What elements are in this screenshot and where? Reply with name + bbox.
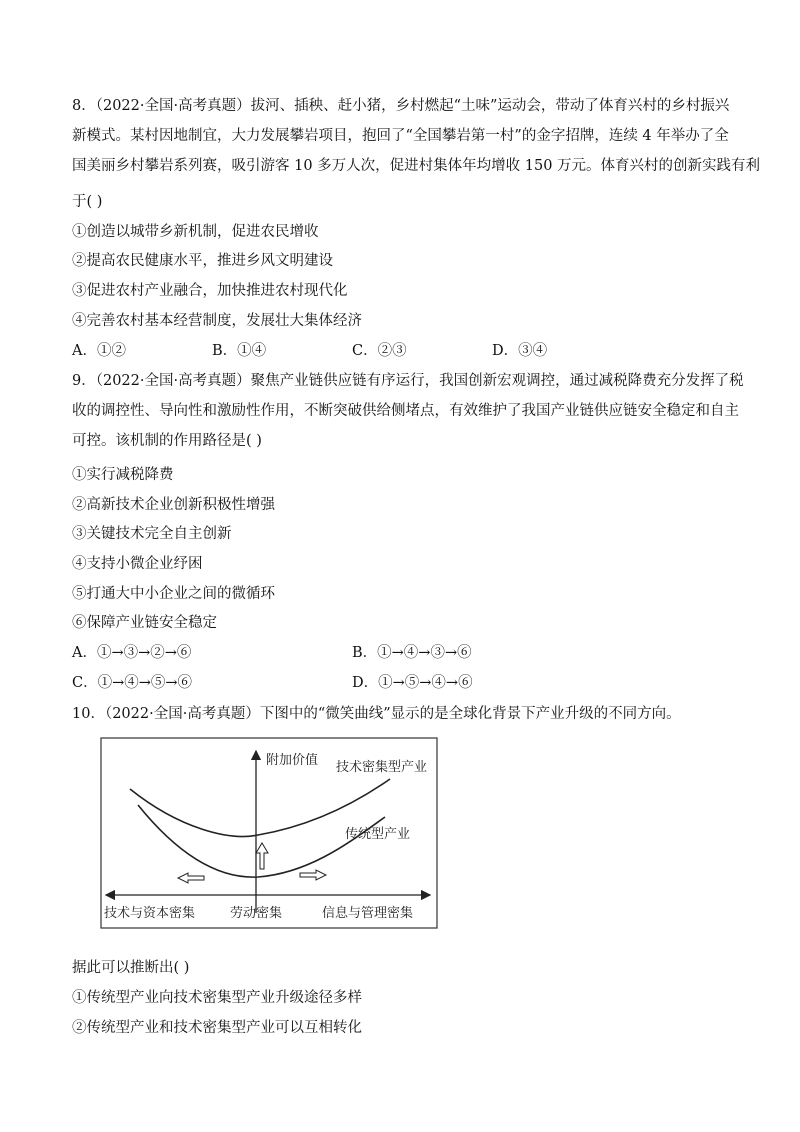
q8-statement-1: ①创造以城带乡新机制，促进农民增收 [72, 224, 319, 240]
q9-statement-1: ①实行减税降费 [72, 467, 174, 483]
smile-curve-svg [100, 737, 438, 929]
q9-stem-line-3: 可控。该机制的作用路径是( ) [72, 433, 262, 449]
q8-statement-4: ④完善农村基本经营制度，发展壮大集体经济 [72, 313, 362, 329]
q9-option-c[interactable]: C．①→④→⑤→⑥ [72, 675, 193, 691]
q8-option-c[interactable]: C．②③ [352, 343, 407, 359]
lower-curve-label: 传统型产业 [345, 827, 411, 842]
q10-stem-line-1: 10．（2022·全国·高考真题）下图中的“微笑曲线”显示的是全球化背景下产业升级的不同方向。 [72, 706, 681, 722]
q10-statement-1: ①传统型产业向技术密集型产业升级途径多样 [72, 990, 362, 1006]
q9-stem-line-2: 收的调控性、导向性和激励性作用，不断突破供给侧堵点，有效维护了我国产业链供应链安全稳定和自主 [72, 403, 739, 419]
x-left-label: 技术与资本密集 [104, 906, 196, 921]
q8-stem-line-2: 新模式。某村因地制宜，大力发展攀岩项目，抱回了“全国攀岩第一村”的金字招牌，连续 4 年举办了全 [72, 128, 729, 144]
q8-option-d[interactable]: D．③④ [492, 343, 548, 359]
y-axis-label: 附加价值 [266, 753, 319, 768]
q9-stem-line-1: 9．（2022·全国·高考真题）聚焦产业链供应链有序运行，我国创新宏观调控，通过减税降费充分发挥了税 [72, 373, 744, 389]
q9-option-b[interactable]: B．①→④→③→⑥ [352, 645, 472, 661]
q8-stem-line-4: 于( ) [72, 194, 103, 210]
q9-option-a[interactable]: A．①→③→②→⑥ [72, 645, 192, 661]
q8-option-b[interactable]: B．①④ [212, 343, 267, 359]
q8-stem-line-1: 8．（2022·全国·高考真题）拔河、插秧、赶小猪，乡村燃起“土味”运动会，带动了体育兴村的乡村振兴 [72, 98, 730, 114]
upper-curve-label: 技术密集型产业 [336, 760, 428, 775]
q9-statement-6: ⑥保障产业链安全稳定 [72, 615, 217, 631]
q9-statement-5: ⑤打通大中小企业之间的微循环 [72, 586, 275, 602]
q8-statement-2: ②提高农民健康水平，推进乡风文明建设 [72, 253, 333, 269]
q8-statement-3: ③促进农村产业融合，加快推进农村现代化 [72, 283, 348, 299]
q10-after-line-1: 据此可以推断出( ) [72, 960, 190, 976]
smile-curve-figure [100, 737, 438, 929]
q8-option-a[interactable]: A．①② [72, 343, 126, 359]
q9-statement-4: ④支持小微企业纾困 [72, 556, 203, 572]
x-center-label: 劳动密集 [230, 906, 283, 921]
x-right-label: 信息与管理密集 [322, 906, 414, 921]
q9-statement-3: ③关键技术完全自主创新 [72, 526, 232, 542]
q9-statement-2: ②高新技术企业创新积极性增强 [72, 497, 275, 513]
q10-statement-2: ②传统型产业和技术密集型产业可以互相转化 [72, 1020, 362, 1036]
q9-option-d[interactable]: D．①→⑤→④→⑥ [352, 675, 473, 691]
q8-stem-line-3: 国美丽乡村攀岩系列赛，吸引游客 10 多万人次，促进村集体年均增收 150 万元。体育兴村的创新实践有利 [72, 158, 761, 174]
